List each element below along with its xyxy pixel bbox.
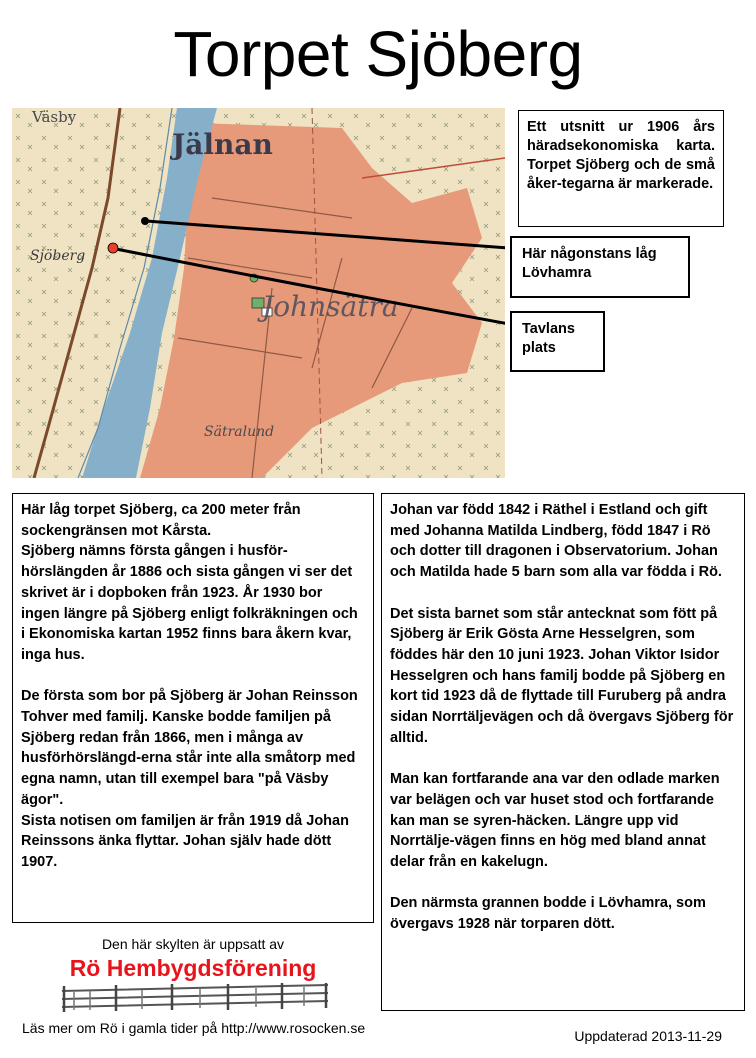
- lovhamra-callout-text: Här någonstans låg Lövhamra: [522, 246, 657, 281]
- right-text-box: [381, 493, 745, 1011]
- map-label-jalnan: Jälnan: [172, 128, 273, 161]
- tavlans-plats-callout-text: Tavlans plats: [522, 321, 575, 356]
- fence-logo-icon: [60, 982, 330, 1012]
- map-caption-box: [518, 110, 724, 227]
- map-label-johnsatra: Johnsätra: [262, 290, 399, 323]
- map-label-satralund: Sätralund: [204, 424, 275, 440]
- updated-date: Uppdaterad 2013-11-29: [574, 1028, 722, 1044]
- map-label-vasby: Väsby: [32, 108, 77, 126]
- map-caption-text: Ett utsnitt ur 1906 års häradsekonomiska karta. Torpet Sjöberg och de små åker-tegarna är markerade.: [527, 119, 715, 192]
- sjoberg-location-marker: [108, 243, 118, 253]
- left-paragraph-4: Sista notisen om familjen är från 1919 då Johan Reinssons änka flyttar. Johan själv hade dött 1907.: [21, 812, 349, 870]
- left-paragraph-2: Sjöberg nämns första gången i husför-hörslängden år 1886 och sista gången vi ser det skrivet är i dopboken från 1923. År 1930 bor ingen längre på Sjöberg enligt folkräkningen och i Ekonomiska kartan 1952 finns bara åkern kvar, inga hus.: [21, 543, 358, 663]
- page-title: Torpet Sjöberg: [173, 18, 583, 90]
- lovhamra-callout: [510, 236, 690, 298]
- left-paragraph-3: De första som bor på Sjöberg är Johan Reinsson Tohver med familj. Kanske bodde familjen på Sjöberg redan från 1866, men i många av husförhörslängd-erna står inte alla småtorp med egna namn, utan till exempel bara "på Väsby ägor".: [21, 688, 358, 808]
- right-paragraph-1: Johan var född 1842 i Räthel i Estland och gift med Johanna Matilda Lindberg, född 1847 i Rö och dotter till dragonen i Observatorium. Johan och Matilda hade 5 barn som alla var födda i Rö.: [390, 502, 722, 581]
- right-paragraph-4: Den närmsta grannen bodde i Lövhamra, som övergavs 1928 när torparen dött.: [390, 895, 706, 933]
- read-more-text: Läs mer om Rö i gamla tider på http://www.rosocken.se: [22, 1020, 366, 1036]
- left-paragraph-1: Här låg torpet Sjöberg, ca 200 meter från sockengränsen mot Kårsta.: [21, 502, 301, 539]
- organization-name: Rö Hembygdsförening: [69, 955, 317, 981]
- map-label-sjoberg: Sjöberg: [30, 248, 86, 264]
- lovhamra-marker: [141, 217, 149, 225]
- right-paragraph-2: Det sista barnet som står antecknat som fött på Sjöberg är Erik Gösta Arne Hesselgren, som föddes här den 10 juni 1923. Johan Viktor Isidor Hesselgren och hans familj bodde på Sjöberg en kort tid 1923 då de flyttade till Furuberg på andra sidan Norrtäljevägen och då övergavs Sjöberg för alltid.: [390, 605, 734, 746]
- right-paragraph-3: Man kan fortfarande ana var den odlade marken var belägen och var huset stod och fortfarande kan man se syren-häcken. Längre upp vid Norrtälje-vägen finns en hög med bland annat delar från en kakelugn.: [390, 771, 720, 870]
- left-text-box: [12, 493, 374, 923]
- tavlans-plats-callout: [510, 311, 605, 372]
- historical-map: [12, 108, 505, 478]
- sign-note: Den här skylten är uppsatt av: [101, 936, 285, 952]
